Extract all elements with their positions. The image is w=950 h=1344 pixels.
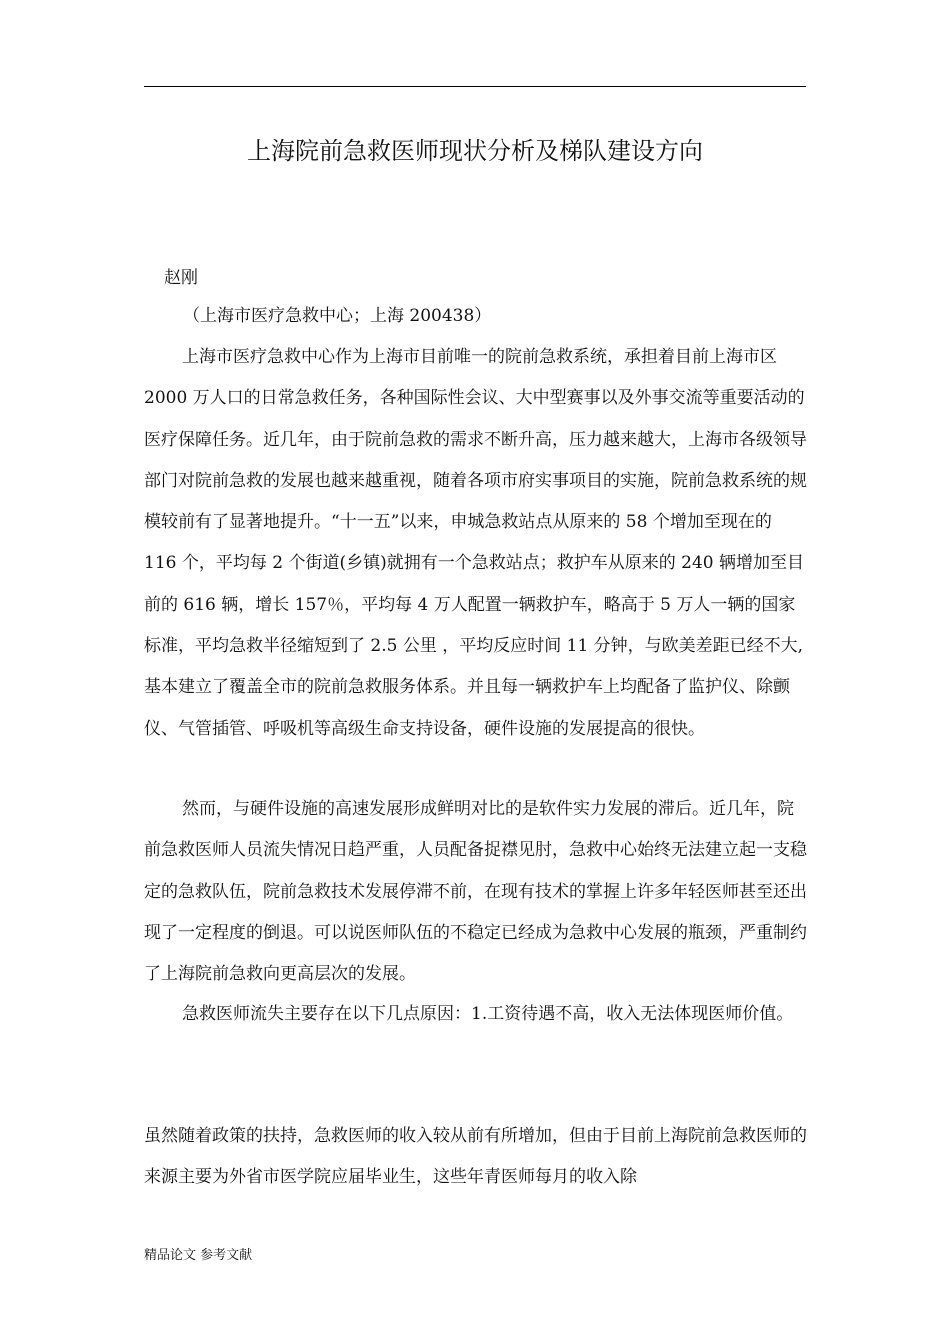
body-paragraph: 急救医师流失主要存在以下几点原因：1.工资待遇不高，收入无法体现医师价值。: [182, 1004, 794, 1024]
body-paragraph: 上海市医疗急救中心作为上海市目前唯一的院前急救系统，承担着目前上海市区 2000 万人口的日常急救任务，各种国际性会议、大中型赛事以及外事交流等重要活动的医疗保障任务。近几年，由于院前急救的需求不断升高，压力越来越大，上海市各级领导部门对院前急救的发展也越来越重视，随着各项市府实事项目的实施，院前急救系统的规模较前有了显著地提升。“十一五”以来，申城急救站点从原来的 58 个增加至现在的 116 个，平均每 2 个街道(乡镇)就拥有一个急救站点；救护车从原来的 240 辆增加至目前的 616 辆，增长 157％，平均每 4 万人配置一辆救护车，略高于 5 万人一辆的国家标准，平均急救半径缩短到了 2.5 公里 ，平均反应时间 11 分钟，与欧美差距已经不大,基本建立了覆盖全市的院前急救服务体系。并且每一辆救护车上均配备了监护仪、除颤仪、气管插管、呼吸机等高级生命支持设备，硬件设施的发展提高的很快。: [144, 347, 807, 739]
author-name: 赵刚: [164, 268, 198, 288]
body-paragraph: 然而，与硬件设施的高速发展形成鲜明对比的是软件实力发展的滞后。近几年，院前急救医师人员流失情况日趋严重，人员配备捉襟见肘，急救中心始终无法建立起一支稳定的急救队伍，院前急救技术发展停滞不前，在现有技术的掌握上许多年轻医师甚至还出现了一定程度的倒退。可以说医师队伍的不稳定已经成为急救中心发展的瓶颈，严重制约了上海院前急救向更高层次的发展。: [144, 799, 807, 985]
body-paragraph: 虽然随着政策的扶持，急救医师的收入较从前有所增加，但由于目前上海院前急救医师的来源主要为外省市医学院应届毕业生，这些年青医师每月的收入除: [144, 1126, 807, 1188]
page-title: 上海院前急救医师现状分析及梯队建设方向: [247, 137, 703, 165]
header-rule: [144, 86, 806, 87]
page-footer: 精品论文 参考文献: [144, 1248, 253, 1263]
author-affiliation: （上海市医疗急救中心；上海 200438）: [183, 306, 492, 326]
